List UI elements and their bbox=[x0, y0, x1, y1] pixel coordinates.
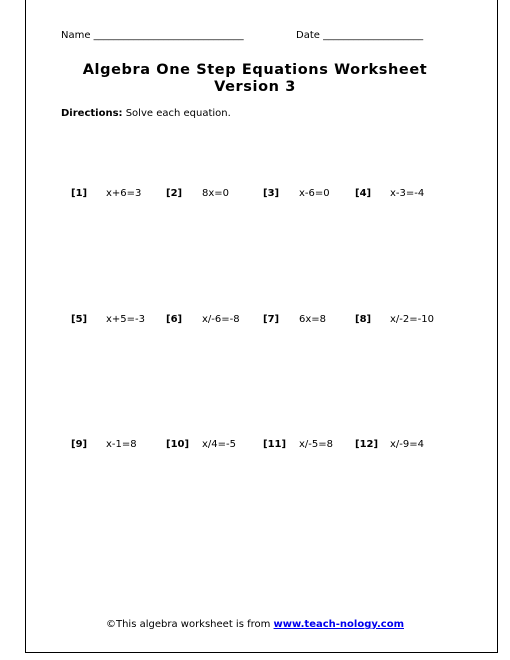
problem-equation: x/-5=8 bbox=[299, 439, 333, 450]
problem-number: [11] bbox=[263, 439, 287, 450]
problem-number: [12] bbox=[355, 439, 379, 450]
problem-number: [10] bbox=[166, 439, 190, 450]
problem-equation: 6x=8 bbox=[299, 314, 327, 325]
problem-number: [1] bbox=[71, 188, 88, 199]
worksheet-title: Algebra One Step Equations Worksheet bbox=[82, 62, 428, 78]
problem-number: [6] bbox=[166, 314, 183, 325]
problem-number: [8] bbox=[355, 314, 372, 325]
problem-equation: x/-6=-8 bbox=[202, 314, 240, 325]
footer-credit bbox=[0, 619, 510, 630]
name-field-line: Name ______________________________ bbox=[61, 30, 244, 41]
problem-equation: x+6=3 bbox=[106, 188, 142, 199]
problem-equation: x/4=-5 bbox=[202, 439, 236, 450]
footer-link[interactable]: www.teach-nology.com bbox=[273, 619, 404, 630]
directions-text: Solve each equation. bbox=[122, 108, 231, 119]
footer-text: ©This algebra worksheet is from bbox=[105, 619, 274, 630]
problem-equation: x-3=-4 bbox=[390, 188, 425, 199]
directions-label: Directions: bbox=[61, 108, 123, 119]
problem-number: [5] bbox=[71, 314, 88, 325]
problem-equation: x-1=8 bbox=[106, 439, 137, 450]
problem-number: [3] bbox=[263, 188, 280, 199]
worksheet-version: Version 3 bbox=[214, 79, 296, 95]
problem-number: [9] bbox=[71, 439, 88, 450]
problem-equation: 8x=0 bbox=[202, 188, 230, 199]
date-field-line: Date ____________________ bbox=[296, 30, 424, 41]
problem-equation: x-6=0 bbox=[299, 188, 330, 199]
problem-number: [2] bbox=[166, 188, 183, 199]
problem-number: [7] bbox=[263, 314, 280, 325]
problem-number: [4] bbox=[355, 188, 372, 199]
worksheet-border bbox=[25, 0, 498, 653]
problem-equation: x/-9=4 bbox=[390, 439, 424, 450]
problem-equation: x+5=-3 bbox=[106, 314, 146, 325]
problem-equation: x/-2=-10 bbox=[390, 314, 434, 325]
directions bbox=[61, 108, 231, 119]
